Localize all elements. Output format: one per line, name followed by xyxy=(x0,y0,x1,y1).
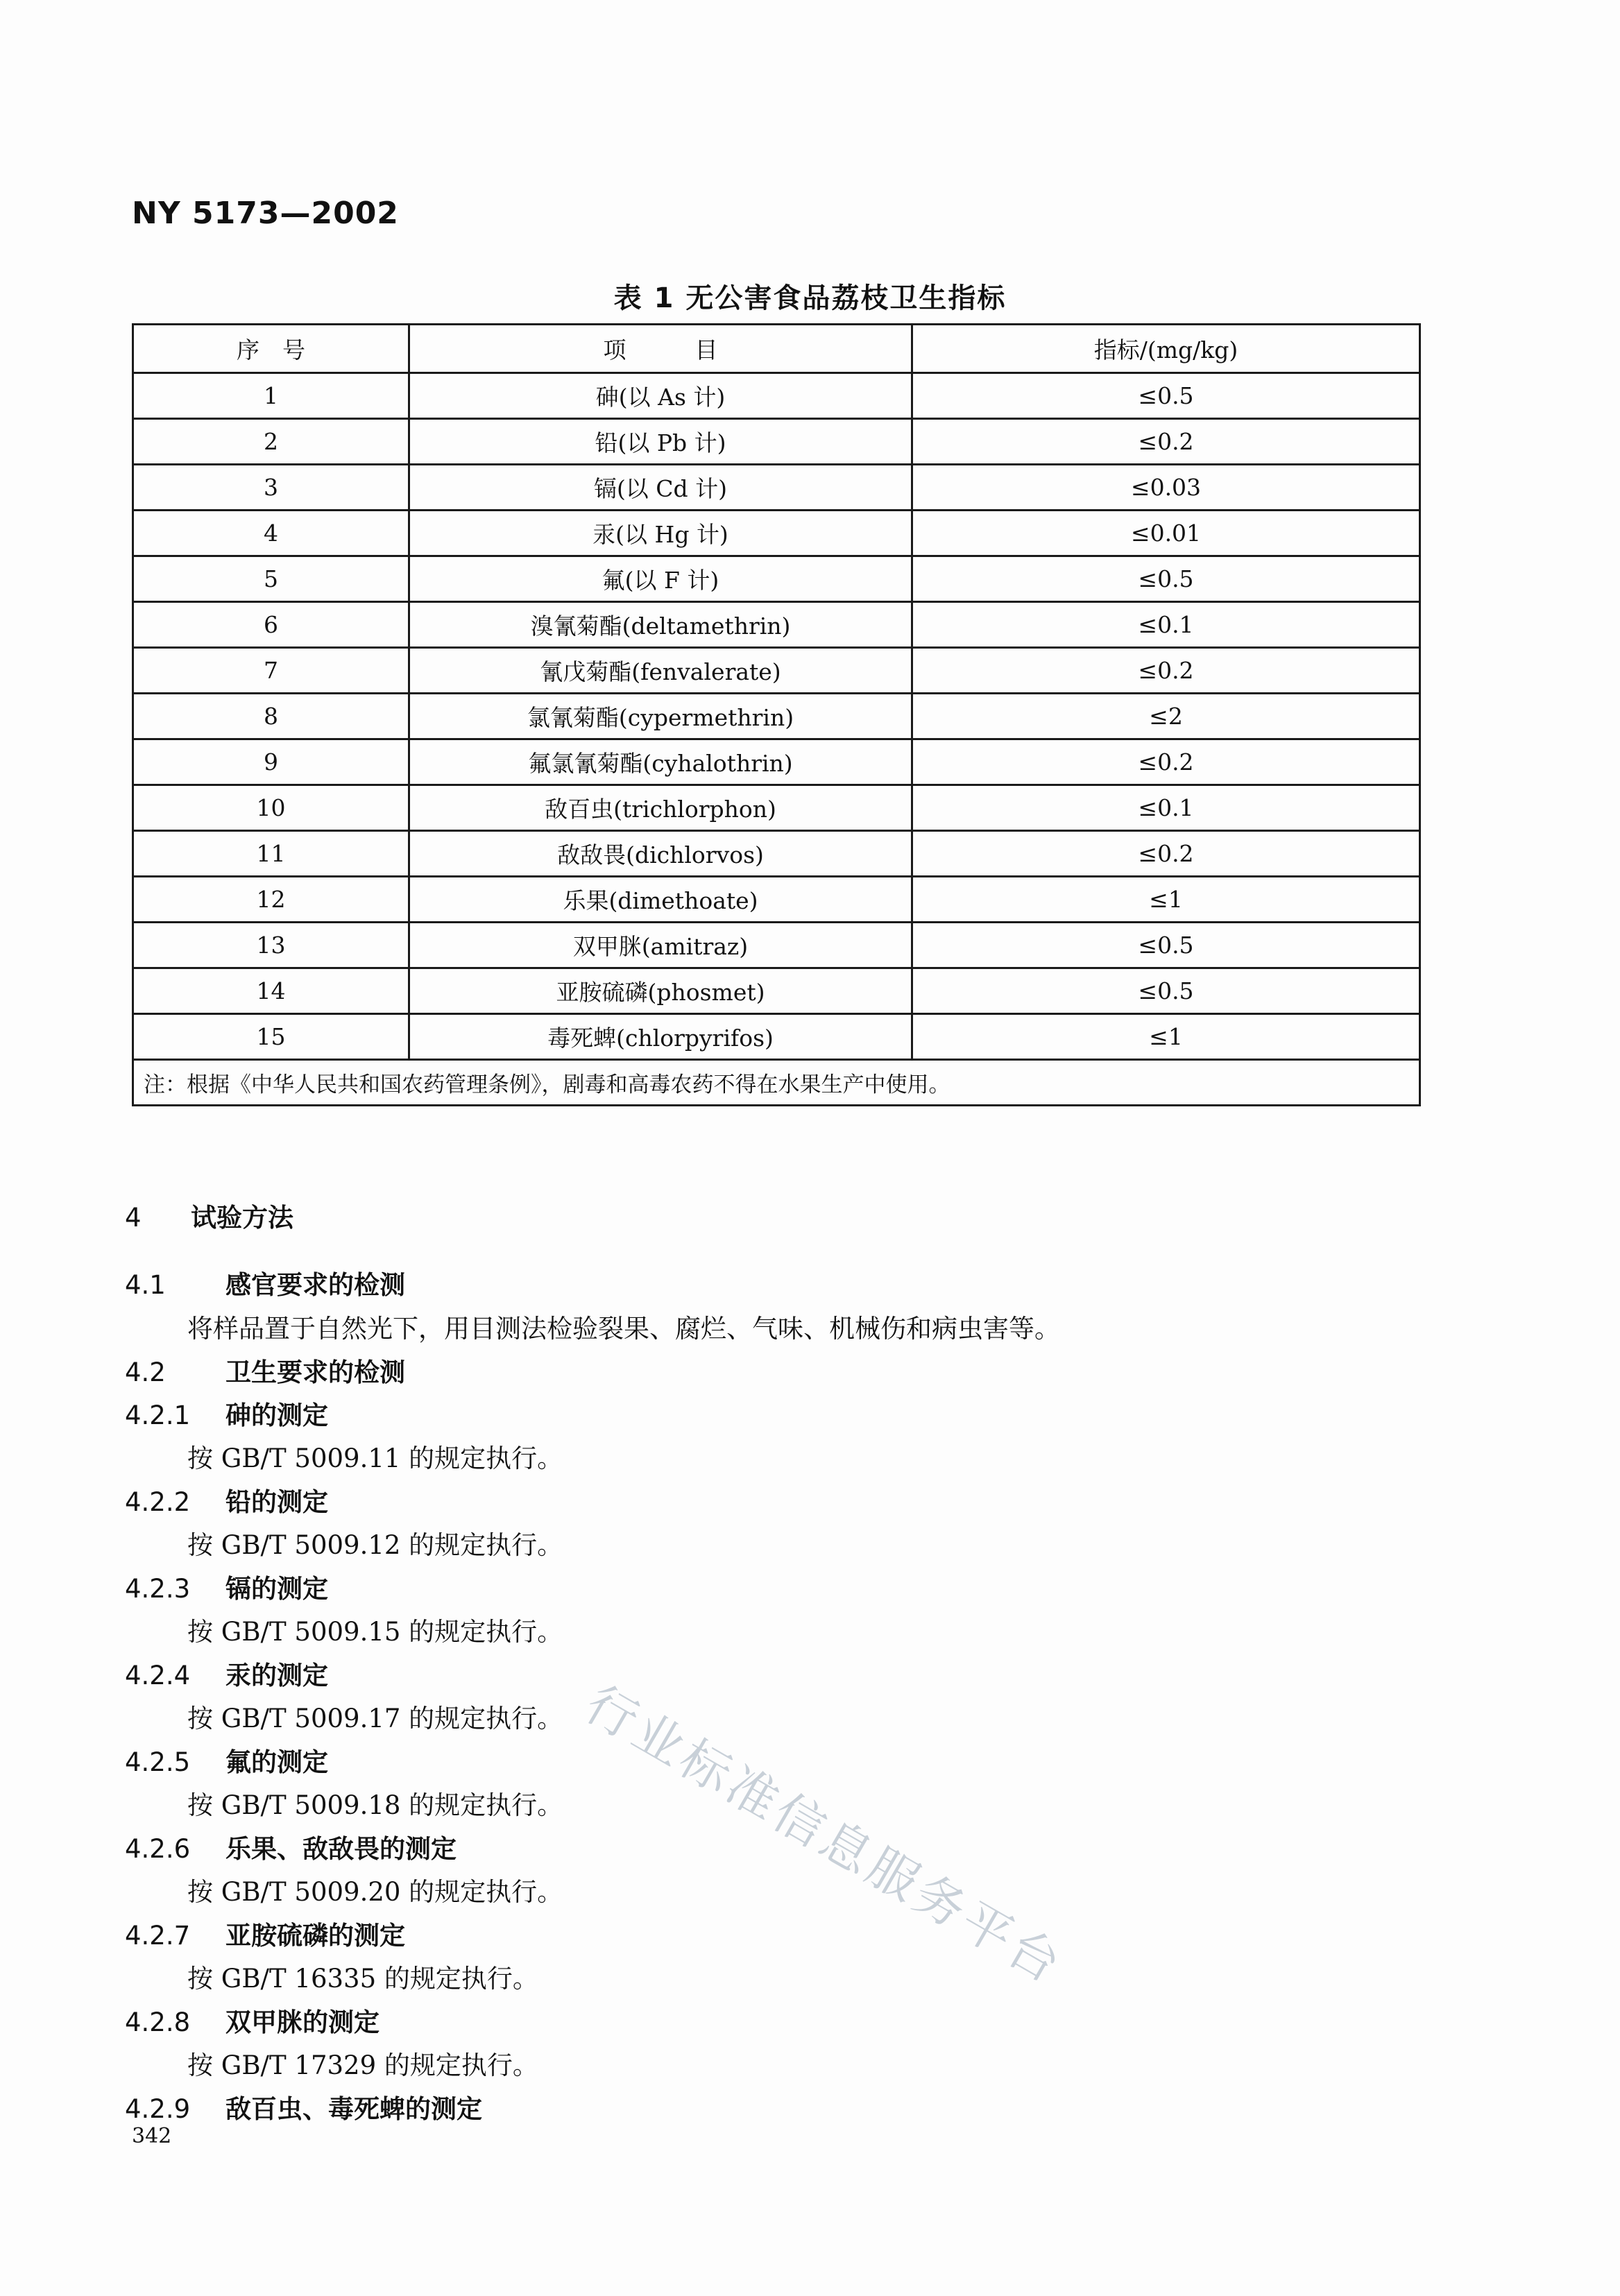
row-number-cell: 13 xyxy=(133,923,409,968)
table-row xyxy=(133,648,1420,694)
table-note: 注：根据《中华人民共和国农药管理条例》，剧毒和高毒农药不得在水果生产中使用。 xyxy=(133,1060,1420,1106)
row-number-cell: 3 xyxy=(133,465,409,511)
page-number: 342 xyxy=(132,2124,172,2148)
section-4-2-4-heading: 4.2.4 汞的测定 xyxy=(125,1661,328,1690)
limit-cell: ≤0.5 xyxy=(912,556,1420,602)
section-4-2-4-text: 按 GB/T 5009.17 的规定执行。 xyxy=(187,1704,563,1733)
limit-cell: ≤0.5 xyxy=(912,968,1420,1014)
limit-cell: ≤0.2 xyxy=(912,419,1420,465)
section-4-heading: 4 试验方法 xyxy=(125,1203,293,1233)
section-4-2-8-heading: 4.2.8 双甲脒的测定 xyxy=(125,2007,380,2037)
table-row xyxy=(133,511,1420,556)
limit-cell: ≤0.03 xyxy=(912,465,1420,511)
item-cell: 毒死蜱(chlorpyrifos) xyxy=(409,1014,912,1060)
table-row xyxy=(133,831,1420,877)
limit-cell: ≤2 xyxy=(912,694,1420,739)
column-header-item: 项 目 xyxy=(409,325,912,373)
limit-cell: ≤1 xyxy=(912,877,1420,923)
row-number-cell: 15 xyxy=(133,1014,409,1060)
table-row xyxy=(133,602,1420,648)
section-4-2-3-text: 按 GB/T 5009.15 的规定执行。 xyxy=(187,1617,563,1647)
item-cell: 敌百虫(trichlorphon) xyxy=(409,785,912,831)
table-row xyxy=(133,373,1420,419)
limit-cell: ≤0.5 xyxy=(912,373,1420,419)
row-number-cell: 2 xyxy=(133,419,409,465)
table-row xyxy=(133,694,1420,739)
limit-cell: ≤0.2 xyxy=(912,739,1420,785)
hygiene-index-table xyxy=(132,323,1421,1106)
item-cell: 双甲脒(amitraz) xyxy=(409,923,912,968)
section-4-2-8-text: 按 GB/T 17329 的规定执行。 xyxy=(187,2050,538,2080)
table-title: 表 1 无公害食品荔枝卫生指标 xyxy=(613,282,1007,314)
section-4-2-3-heading: 4.2.3 镉的测定 xyxy=(125,1574,328,1604)
item-cell: 氟氯氰菊酯(cyhalothrin) xyxy=(409,739,912,785)
section-4-2-2-text: 按 GB/T 5009.12 的规定执行。 xyxy=(187,1530,563,1560)
table-row xyxy=(133,465,1420,511)
item-cell: 氟(以 F 计) xyxy=(409,556,912,602)
section-4-1-text: 将样品置于自然光下，用目测法检验裂果、腐烂、气味、机械伤和病虫害等。 xyxy=(187,1314,1060,1344)
section-4-2-7-text: 按 GB/T 16335 的规定执行。 xyxy=(187,1964,538,1994)
table-row xyxy=(133,923,1420,968)
table-row xyxy=(133,739,1420,785)
column-header-no: 序 号 xyxy=(133,325,409,373)
watermark: 行业标准信息服务平台 xyxy=(576,1674,1074,1996)
limit-cell: ≤0.1 xyxy=(912,785,1420,831)
table-row xyxy=(133,1014,1420,1060)
row-number-cell: 4 xyxy=(133,511,409,556)
row-number-cell: 10 xyxy=(133,785,409,831)
section-4-2-9-heading: 4.2.9 敌百虫、毒死蜱的测定 xyxy=(125,2094,482,2124)
item-cell: 乐果(dimethoate) xyxy=(409,877,912,923)
section-4-1-heading: 4.1 感官要求的检测 xyxy=(125,1270,405,1300)
row-number-cell: 7 xyxy=(133,648,409,694)
item-cell: 敌敌畏(dichlorvos) xyxy=(409,831,912,877)
row-number-cell: 5 xyxy=(133,556,409,602)
table-note-row xyxy=(133,1060,1420,1106)
limit-cell: ≤0.01 xyxy=(912,511,1420,556)
item-cell: 溴氰菊酯(deltamethrin) xyxy=(409,602,912,648)
item-cell: 汞(以 Hg 计) xyxy=(409,511,912,556)
row-number-cell: 6 xyxy=(133,602,409,648)
section-4-2-5-text: 按 GB/T 5009.18 的规定执行。 xyxy=(187,1790,563,1820)
table-header-row xyxy=(133,325,1420,373)
item-cell: 砷(以 As 计) xyxy=(409,373,912,419)
item-cell: 氯氰菊酯(cypermethrin) xyxy=(409,694,912,739)
limit-cell: ≤1 xyxy=(912,1014,1420,1060)
item-cell: 镉(以 Cd 计) xyxy=(409,465,912,511)
item-cell: 亚胺硫磷(phosmet) xyxy=(409,968,912,1014)
table-row xyxy=(133,968,1420,1014)
column-header-limit: 指标/(mg/kg) xyxy=(912,325,1420,373)
row-number-cell: 8 xyxy=(133,694,409,739)
section-4-2-1-text: 按 GB/T 5009.11 的规定执行。 xyxy=(187,1443,563,1473)
limit-cell: ≤0.5 xyxy=(912,923,1420,968)
section-4-2-1-heading: 4.2.1 砷的测定 xyxy=(125,1400,328,1430)
item-cell: 氰戊菊酯(fenvalerate) xyxy=(409,648,912,694)
section-4-2-6-heading: 4.2.6 乐果、敌敌畏的测定 xyxy=(125,1834,457,1864)
table-row xyxy=(133,419,1420,465)
item-cell: 铅(以 Pb 计) xyxy=(409,419,912,465)
table-row xyxy=(133,877,1420,923)
limit-cell: ≤0.2 xyxy=(912,648,1420,694)
row-number-cell: 14 xyxy=(133,968,409,1014)
row-number-cell: 9 xyxy=(133,739,409,785)
table-row xyxy=(133,785,1420,831)
table-row xyxy=(133,556,1420,602)
section-4-2-heading: 4.2 卫生要求的检测 xyxy=(125,1357,405,1387)
limit-cell: ≤0.1 xyxy=(912,602,1420,648)
standard-code: NY 5173—2002 xyxy=(132,196,399,231)
limit-cell: ≤0.2 xyxy=(912,831,1420,877)
section-4-2-6-text: 按 GB/T 5009.20 的规定执行。 xyxy=(187,1877,563,1907)
section-4-2-7-heading: 4.2.7 亚胺硫磷的测定 xyxy=(125,1921,405,1951)
row-number-cell: 12 xyxy=(133,877,409,923)
section-4-2-5-heading: 4.2.5 氟的测定 xyxy=(125,1747,328,1777)
section-4-2-2-heading: 4.2.2 铅的测定 xyxy=(125,1487,328,1517)
row-number-cell: 11 xyxy=(133,831,409,877)
row-number-cell: 1 xyxy=(133,373,409,419)
